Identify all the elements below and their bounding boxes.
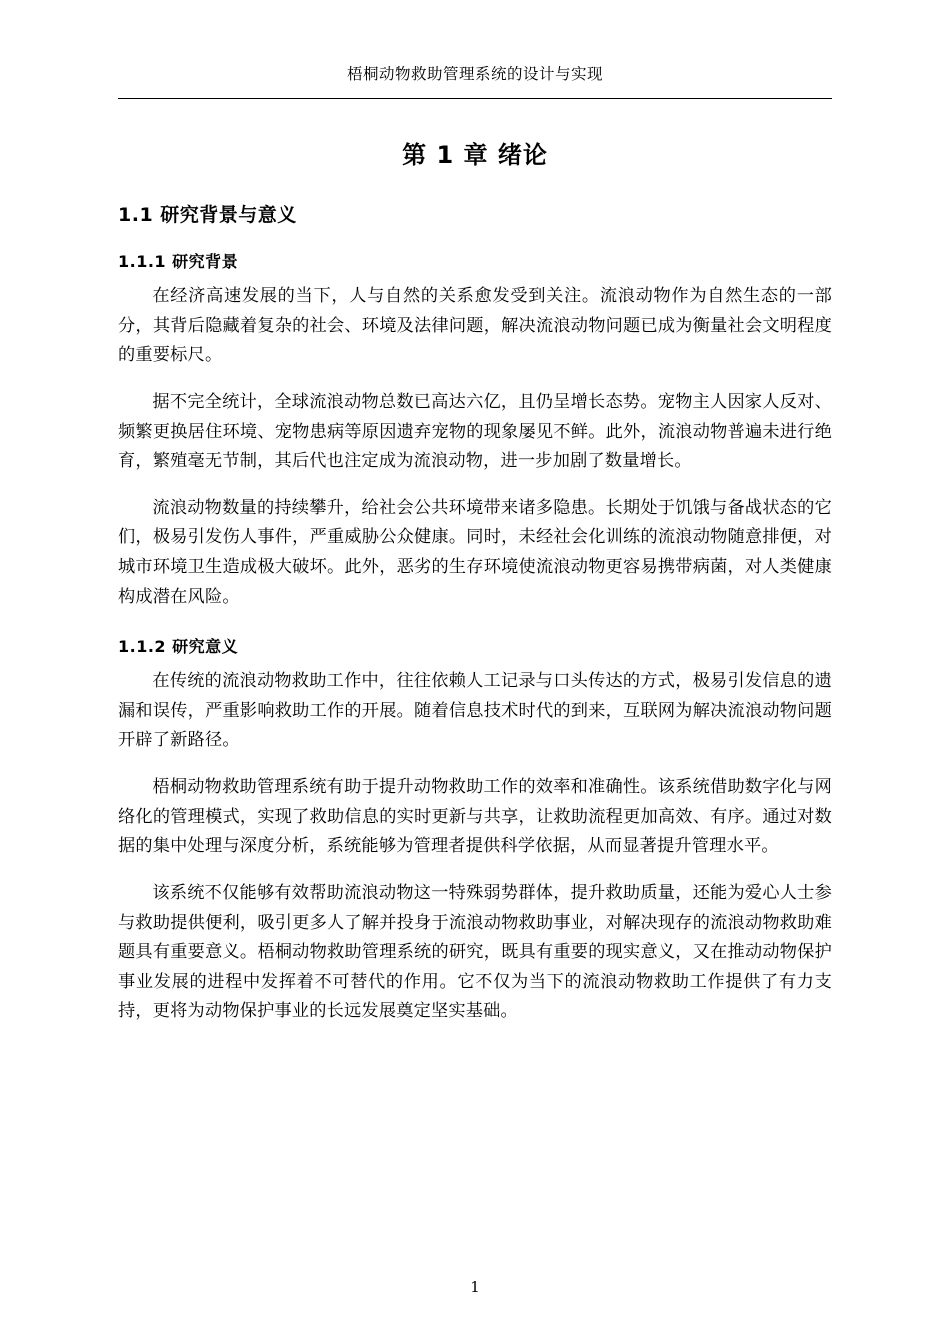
paragraph: 该系统不仅能够有效帮助流浪动物这一特殊弱势群体，提升救助质量，还能为爱心人士参与救助提供便利，吸引更多人了解并投身于流浪动物救助事业，对解决现存的流浪动物救助难题具有重要意义。梧桐动物救助管理系统的研究，既具有重要的现实意义，又在推动动物保护事业发展的进程中发挥着不可替代的作用。它不仅为当下的流浪动物救助工作提供了有力支持，更将为动物保护事业的长远发展奠定坚实基础。 (118, 883, 832, 1022)
page-number: 1 (470, 1278, 480, 1296)
header-divider (118, 98, 832, 99)
paragraph: 据不完全统计，全球流浪动物总数已高达六亿，且仍呈增长态势。宠物主人因家人反对、频繁更换居住环境、宠物患病等原因遗弃宠物的现象屡见不鲜。此外，流浪动物普遍未进行绝育，繁殖毫无节制，其后代也注定成为流浪动物，进一步加剧了数量增长。 (118, 391, 832, 472)
chapter-title: 第 1 章 绪论 (402, 141, 548, 169)
paragraph: 在经济高速发展的当下，人与自然的关系愈发受到关注。流浪动物作为自然生态的一部分，其背后隐藏着复杂的社会、环境及法律问题，解决流浪动物问题已成为衡量社会文明程度的重要标尺。 (118, 286, 832, 366)
subsection-heading-1-1-2: 1.1.2 研究意义 (118, 637, 239, 657)
paragraph: 流浪动物数量的持续攀升，给社会公共环境带来诸多隐患。长期处于饥饿与备战状态的它们，极易引发伤人事件，严重威胁公众健康。同时，未经社会化训练的流浪动物随意排便，对城市环境卫生造成极大破坏。此外，恶劣的生存环境使流浪动物更容易携带病菌，对人类健康构成潜在风险。 (118, 497, 832, 607)
section-heading-1-1: 1.1 研究背景与意义 (118, 204, 297, 226)
paragraph: 在传统的流浪动物救助工作中，往往依赖人工记录与口头传达的方式，极易引发信息的遗漏和误传，严重影响救助工作的开展。随着信息技术时代的到来，互联网为解决流浪动物问题开辟了新路径。 (118, 671, 832, 751)
paragraph: 梧桐动物救助管理系统有助于提升动物救助工作的效率和准确性。该系统借助数字化与网络化的管理模式，实现了救助信息的实时更新与共享，让救助流程更加高效、有序。通过对数据的集中处理与深度分析，系统能够为管理者提供科学依据，从而显著提升管理水平。 (118, 777, 832, 857)
subsection-heading-1-1-1: 1.1.1 研究背景 (118, 252, 239, 271)
running-header: 梧桐动物救助管理系统的设计与实现 (346, 65, 603, 83)
